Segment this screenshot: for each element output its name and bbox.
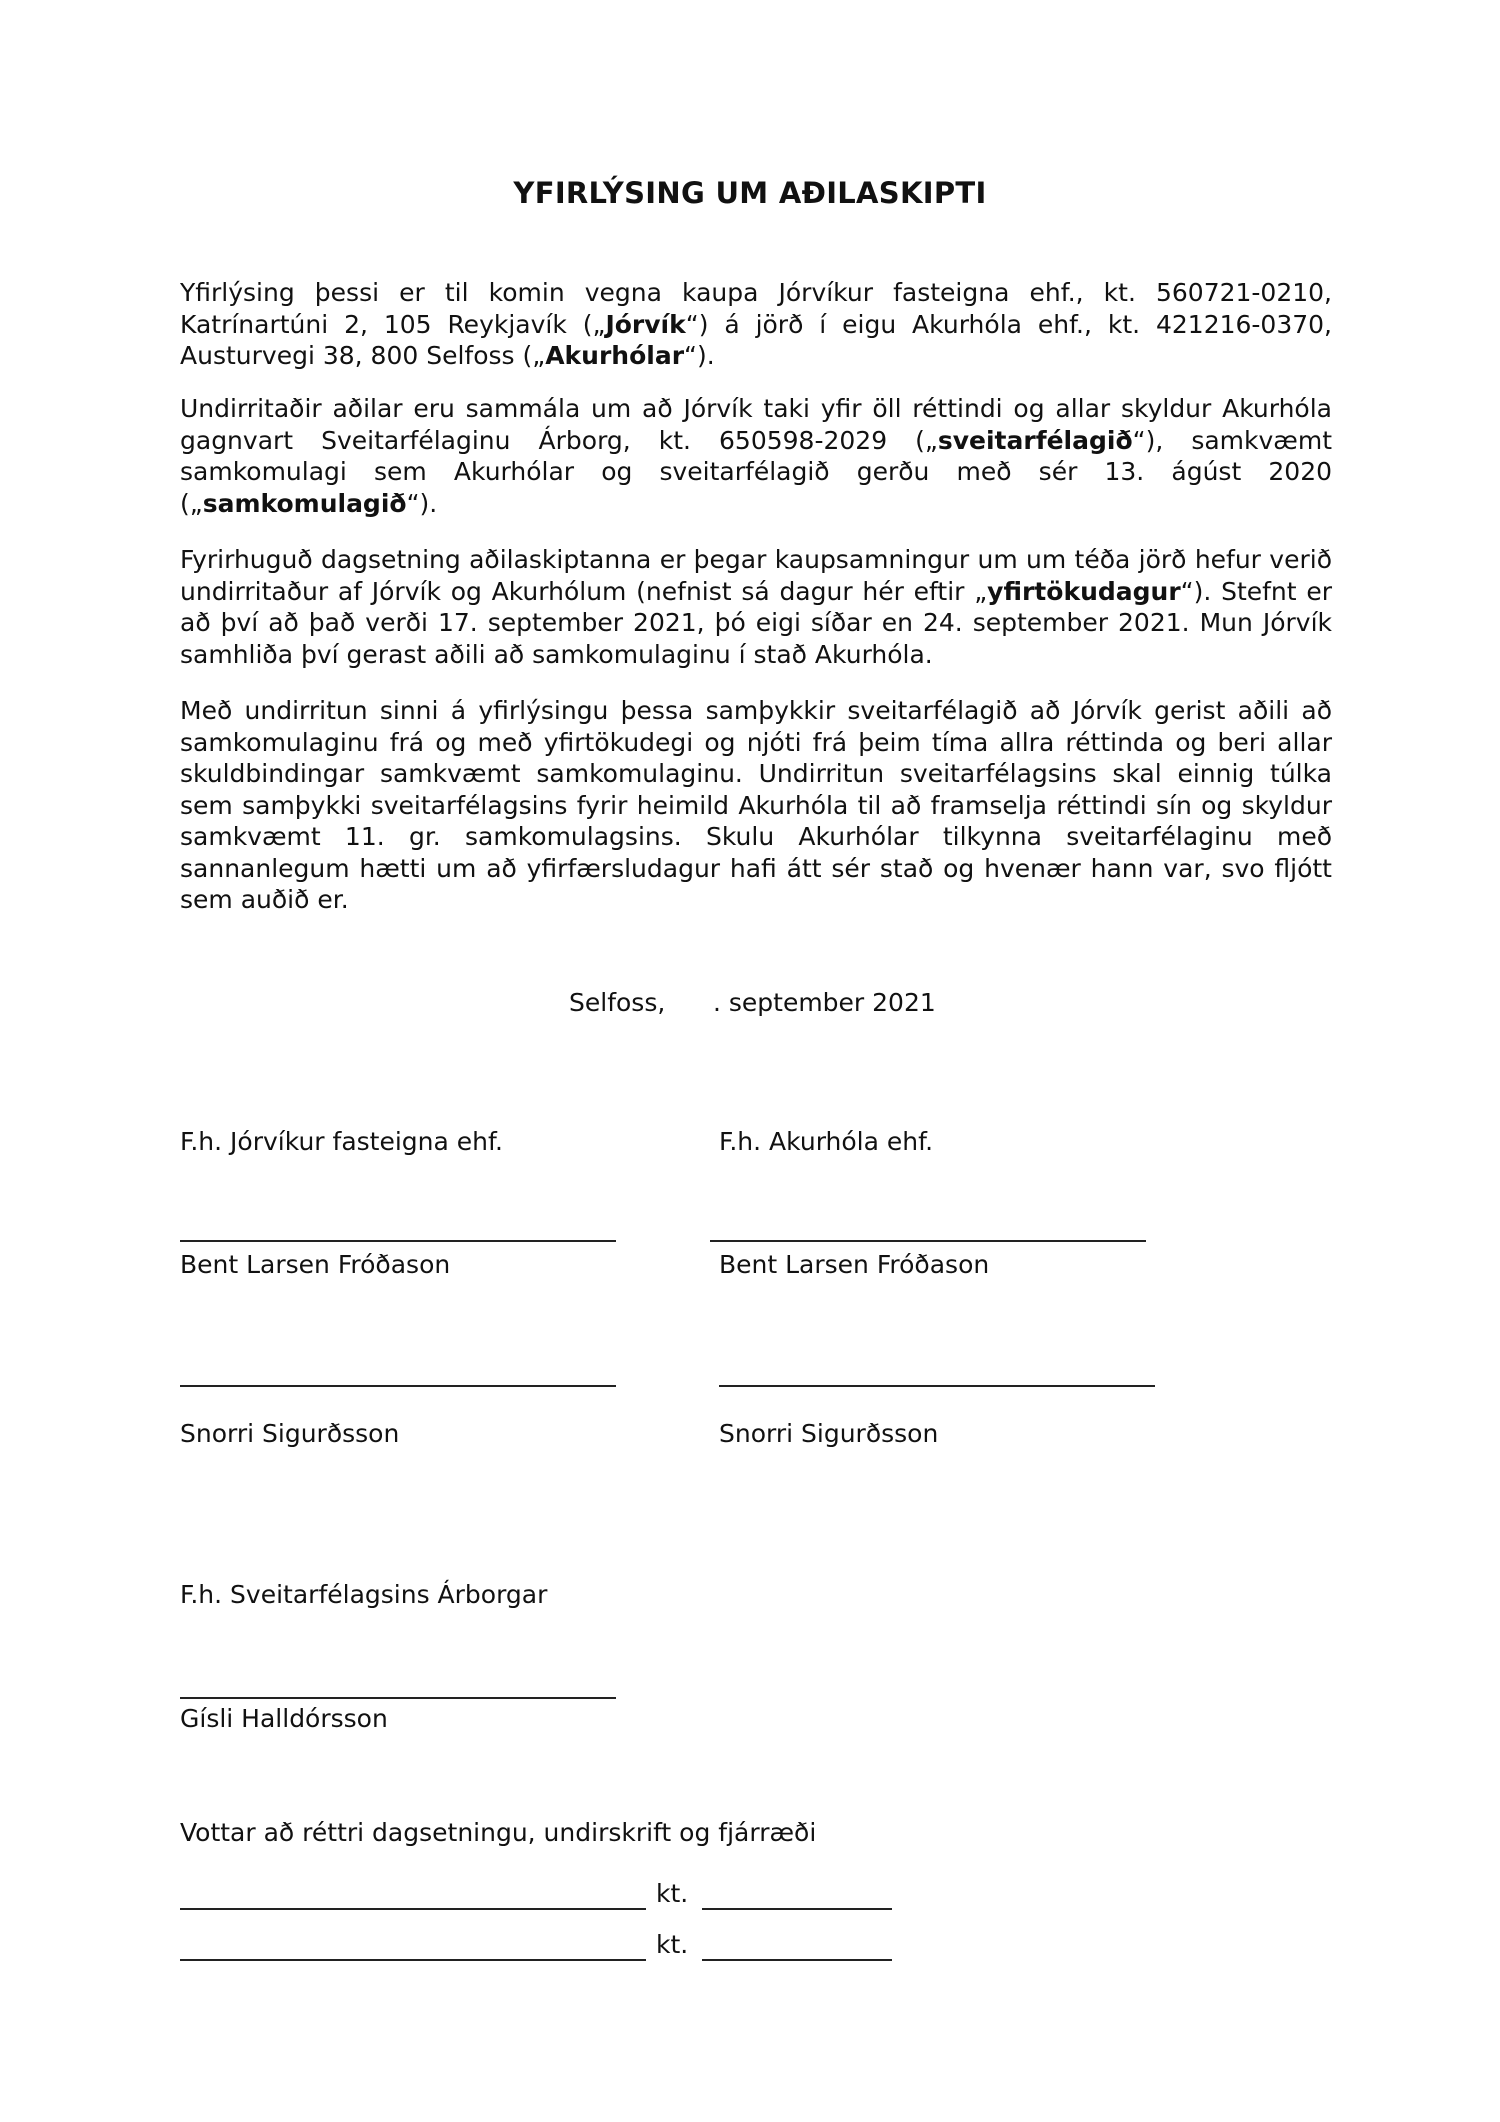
- jorvik-signer-1: Bent Larsen Fróðason: [180, 1250, 451, 1279]
- witness-2-signature-line[interactable]: [180, 1959, 646, 1961]
- defined-term-akurholar: Akurhólar: [545, 341, 685, 370]
- akurholar-signature-line-2[interactable]: [719, 1385, 1155, 1387]
- defined-term-sveitarfelagid: sveitarfélagið: [937, 425, 1133, 455]
- witness-1-kt-line[interactable]: [702, 1908, 892, 1910]
- defined-term-jorvik: Jórvík: [605, 309, 686, 339]
- jorvik-signature-line-1[interactable]: [180, 1240, 616, 1242]
- witnesses-heading: Vottar að réttri dagsetningu, undirskrift og fjárræði: [180, 1818, 817, 1847]
- jorvik-heading: F.h. Jórvíkur fasteigna ehf.: [180, 1127, 503, 1156]
- witness-2-kt-label: kt.: [656, 1930, 689, 1959]
- arborg-heading: F.h. Sveitarfélagsins Árborgar: [180, 1580, 548, 1609]
- paragraph-consent: Með undirritun sinni á yfirlýsingu þessa samþykkir sveitarfélagið að Jórvík gerist aðili að samkomulaginu frá og með yfirtökudegi og njóti frá þeim tíma allra réttinda og beri allar skuldbindingar samkvæmt samkomulaginu. Undirritun sveitarfélagsins skal einnig túlka sem samþykki sveitarfélagsins fyrir heimild Akurhóla til að framselja réttindi sín og skyldur samkvæmt 11. gr. samkomulagsins. Skulu Akurhólar tilkynna sveitarfélaginu með sannanlegum hætti um að yfirfærsludagur hafi átt sér stað og hvenær hann var, svo fljótt sem auðið er.: [180, 696, 1332, 914]
- akurholar-signer-2: Snorri Sigurðsson: [719, 1419, 939, 1448]
- akurholar-heading: F.h. Akurhóla ehf.: [719, 1127, 934, 1156]
- arborg-signer-1: Gísli Halldórsson: [180, 1704, 388, 1733]
- witness-1-signature-line[interactable]: [180, 1908, 646, 1910]
- place-date: Selfoss, . september 2021: [569, 988, 936, 1017]
- paragraph-parties: Yfirlýsing þessi er til komin vegna kaupa Jórvíkur fasteigna ehf., kt. 560721-0210, Katrínartúni 2, 105 Reykjavík („Jórvík“) á jörð í eigu Akurhóla ehf., kt. 421216-0370, Austurvegi 38, 800 Selfoss („Akurhólar“).: [180, 278, 1332, 370]
- document-title: YFIRLÝSING UM AÐILASKIPTI: [513, 176, 987, 210]
- witness-2-kt-line[interactable]: [702, 1959, 892, 1961]
- defined-term-samkomulagid: samkomulagið: [202, 488, 407, 518]
- jorvik-signature-line-2[interactable]: [180, 1385, 616, 1387]
- defined-term-yfirtokudagur: yfirtökudagur: [987, 576, 1181, 606]
- akurholar-signer-1: Bent Larsen Fróðason: [719, 1250, 990, 1279]
- paragraph-agreement: Undirritaðir aðilar eru sammála um að Jórvík taki yfir öll réttindi og allar skyldur Akurhóla gagnvart Sveitarfélaginu Árborg, kt. 650598-2029 („sveitarfélagið“), samkvæmt samkomulagi sem Akurhólar og sveitarfélagið gerðu með sér 13. ágúst 2020 („samkomulagið“).: [180, 394, 1332, 518]
- jorvik-signer-2: Snorri Sigurðsson: [180, 1419, 400, 1448]
- akurholar-signature-line-1[interactable]: [710, 1240, 1146, 1242]
- paragraph-transfer-date: Fyrirhuguð dagsetning aðilaskiptanna er þegar kaupsamningur um um téða jörð hefur verið undirritaður af Jórvík og Akurhólum (nefnist sá dagur hér eftir „yfirtökudagur“). Stefnt er að því að það verði 17. september 2021, þó eigi síðar en 24. september 2021. Mun Jórvík samhliða því gerast aðili að samkomulaginu í stað Akurhóla.: [180, 545, 1332, 669]
- arborg-signature-line[interactable]: [180, 1697, 616, 1699]
- witness-1-kt-label: kt.: [656, 1879, 689, 1908]
